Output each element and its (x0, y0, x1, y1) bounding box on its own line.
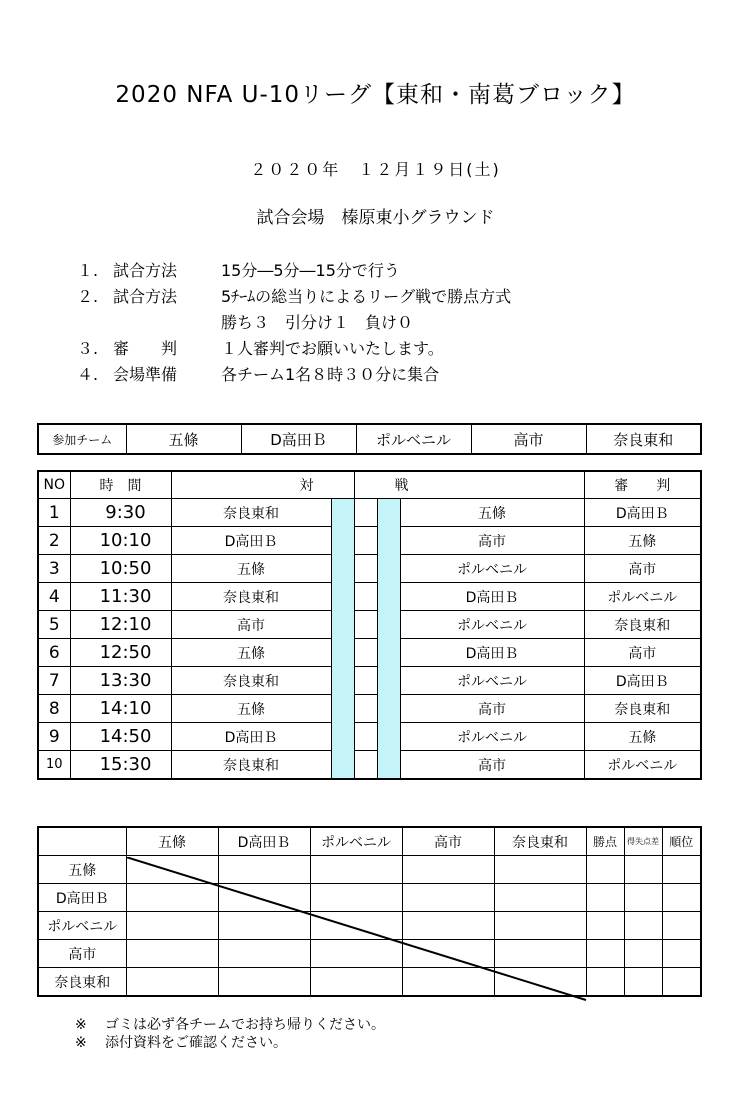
away-team: ポルベニル (400, 555, 584, 583)
rule-number (77, 310, 113, 336)
vs-bar-right (377, 499, 400, 527)
match-time: 11:30 (70, 583, 171, 611)
rule-item (77, 258, 511, 284)
schedule-row (38, 751, 701, 780)
note-text: 添付資料をご確認ください。 (105, 1035, 287, 1051)
vs-bar-left (331, 751, 354, 780)
vs-gap (354, 639, 377, 667)
row-team: D高田Ｂ (38, 884, 126, 912)
rule-number: １. (77, 261, 99, 280)
vs-bar-right (377, 751, 400, 780)
schedule-table (37, 470, 702, 780)
rule-text: １人審判でお願いいたします。 (221, 339, 444, 358)
referee-team: ポルベニル (584, 751, 701, 780)
header-vs-right: 戦 (354, 471, 584, 499)
vs-bar-right (377, 639, 400, 667)
rule-label: 審 判 (113, 339, 178, 358)
away-team: 高市 (400, 695, 584, 723)
result-cell[interactable] (662, 968, 701, 997)
home-team: 五條 (171, 639, 331, 667)
col-team: ポルベニル (310, 827, 402, 856)
schedule-row (38, 555, 701, 583)
vs-gap (354, 723, 377, 751)
team-cell: 五條 (126, 424, 241, 454)
note-item (75, 1016, 385, 1034)
row-team: ポルベニル (38, 912, 126, 940)
col-points: 勝点 (586, 827, 624, 856)
header-vs-left: 対 (171, 471, 354, 499)
away-team: 高市 (400, 527, 584, 555)
result-cell[interactable] (586, 912, 624, 940)
vs-gap (354, 499, 377, 527)
schedule-row (38, 611, 701, 639)
schedule-header-row (38, 471, 701, 499)
diagonal-stroke (126, 857, 586, 1000)
result-cell[interactable] (662, 940, 701, 968)
referee-team: D高田Ｂ (584, 667, 701, 695)
row-team: 高市 (38, 940, 126, 968)
event-venue: 試合会場 榛原東小グラウンド (256, 208, 495, 228)
vs-bar-right (377, 527, 400, 555)
teams-row (38, 424, 701, 454)
rule-label: 試合方法 (113, 287, 178, 306)
schedule-row (38, 639, 701, 667)
referee-team: 奈良東和 (584, 611, 701, 639)
notes (75, 1016, 385, 1052)
vs-bar-left (331, 555, 354, 583)
results-header-row (38, 827, 701, 856)
vs-gap (354, 667, 377, 695)
result-cell[interactable] (624, 912, 662, 940)
vs-bar-left (331, 723, 354, 751)
match-time: 10:10 (70, 527, 171, 555)
away-team: 五條 (400, 499, 584, 527)
away-team: 高市 (400, 751, 584, 780)
vs-gap (354, 555, 377, 583)
match-number: 9 (38, 723, 70, 751)
rule-number: ２. (77, 287, 99, 306)
schedule-row (38, 723, 701, 751)
col-team: 高市 (402, 827, 494, 856)
rule-label (113, 310, 221, 336)
result-cell[interactable] (662, 856, 701, 884)
vs-gap (354, 611, 377, 639)
col-team: 五條 (126, 827, 218, 856)
teams-label: 参加チーム (38, 424, 126, 454)
vs-bar-right (377, 723, 400, 751)
schedule-row (38, 695, 701, 723)
header-time: 時 間 (70, 471, 171, 499)
rule-item (77, 336, 511, 362)
vs-bar-left (331, 639, 354, 667)
home-team: D高田Ｂ (171, 527, 331, 555)
rule-label: 試合方法 (113, 261, 178, 280)
vs-gap (354, 527, 377, 555)
note-mark: ※ (75, 1017, 87, 1033)
match-time: 12:10 (70, 611, 171, 639)
team-cell: D高田Ｂ (241, 424, 356, 454)
row-team: 五條 (38, 856, 126, 884)
match-number: 7 (38, 667, 70, 695)
vs-bar-left (331, 499, 354, 527)
home-team: 奈良東和 (171, 667, 331, 695)
vs-bar-left (331, 667, 354, 695)
away-team: D高田Ｂ (400, 583, 584, 611)
vs-bar-left (331, 611, 354, 639)
result-cell[interactable] (662, 884, 701, 912)
match-number: 6 (38, 639, 70, 667)
rule-text: 5ﾁｰﾑの総当りによるリーグ戦で勝点方式 (221, 287, 512, 306)
schedule-row (38, 499, 701, 527)
away-team: ポルベニル (400, 723, 584, 751)
result-cell[interactable] (586, 968, 624, 997)
home-team: 高市 (171, 611, 331, 639)
rule-number: ４. (77, 365, 99, 384)
match-time: 10:50 (70, 555, 171, 583)
note-mark: ※ (75, 1035, 87, 1051)
match-number: 5 (38, 611, 70, 639)
home-team: 奈良東和 (171, 751, 331, 780)
rule-item (77, 284, 511, 310)
vs-bar-left (331, 695, 354, 723)
result-cell[interactable] (624, 884, 662, 912)
row-team: 奈良東和 (38, 968, 126, 997)
home-team: 奈良東和 (171, 583, 331, 611)
schedule-row (38, 667, 701, 695)
col-team: 奈良東和 (494, 827, 586, 856)
team-cell: 高市 (471, 424, 586, 454)
match-number: 3 (38, 555, 70, 583)
result-cell[interactable] (624, 940, 662, 968)
away-team: D高田Ｂ (400, 639, 584, 667)
vs-bar-right (377, 667, 400, 695)
match-time: 15:30 (70, 751, 171, 780)
results-diagonal-line (126, 857, 588, 1002)
away-team: ポルベニル (400, 611, 584, 639)
match-time: 14:50 (70, 723, 171, 751)
match-number: 10 (38, 751, 70, 780)
rule-text: 15分―5分―15分で行う (221, 261, 400, 280)
event-date: ２０２０年 １２月１９日(土) (250, 160, 501, 179)
rule-text: 各チーム1名８時３０分に集合 (221, 365, 440, 384)
col-rank: 順位 (662, 827, 701, 856)
referee-team: 高市 (584, 555, 701, 583)
result-cell[interactable] (624, 856, 662, 884)
match-time: 13:30 (70, 667, 171, 695)
rule-number: ３. (77, 339, 99, 358)
home-team: 五條 (171, 555, 331, 583)
referee-team: ポルベニル (584, 583, 701, 611)
note-text: ゴミは必ず各チームでお持ち帰りください。 (105, 1017, 385, 1033)
col-team: D高田Ｂ (218, 827, 310, 856)
match-number: 8 (38, 695, 70, 723)
match-number: 2 (38, 527, 70, 555)
vs-bar-right (377, 555, 400, 583)
result-cell[interactable] (586, 940, 624, 968)
schedule-row (38, 583, 701, 611)
result-cell[interactable] (662, 912, 701, 940)
rule-label: 会場準備 (113, 365, 178, 384)
rule-text: 勝ち３ 引分け１ 負け０ (221, 313, 414, 332)
result-cell[interactable] (586, 884, 624, 912)
match-time: 12:50 (70, 639, 171, 667)
referee-team: 高市 (584, 639, 701, 667)
team-cell: 奈良東和 (586, 424, 701, 454)
vs-bar-left (331, 527, 354, 555)
referee-team: 五條 (584, 723, 701, 751)
referee-team: D高田Ｂ (584, 499, 701, 527)
vs-bar-right (377, 611, 400, 639)
referee-team: 五條 (584, 527, 701, 555)
vs-gap (354, 751, 377, 780)
col-goal-diff: 得失点差 (624, 827, 662, 856)
page-title: 2020 NFA U-10リーグ【東和・南葛ブロック】 (115, 82, 636, 108)
result-cell[interactable] (624, 968, 662, 997)
teams-table (37, 423, 702, 455)
match-time: 14:10 (70, 695, 171, 723)
header-referee: 審 判 (584, 471, 701, 499)
referee-team: 奈良東和 (584, 695, 701, 723)
match-time: 9:30 (70, 499, 171, 527)
header-no: NO (38, 471, 70, 499)
match-number: 1 (38, 499, 70, 527)
result-cell[interactable] (586, 856, 624, 884)
corner-cell (38, 827, 126, 856)
rule-item (77, 310, 511, 336)
home-team: 奈良東和 (171, 499, 331, 527)
away-team: ポルベニル (400, 667, 584, 695)
vs-bar-right (377, 583, 400, 611)
vs-bar-left (331, 583, 354, 611)
team-cell: ポルベニル (356, 424, 471, 454)
rule-item (77, 362, 511, 388)
vs-bar-right (377, 695, 400, 723)
rules-list (77, 258, 511, 388)
match-number: 4 (38, 583, 70, 611)
vs-gap (354, 695, 377, 723)
home-team: D高田Ｂ (171, 723, 331, 751)
home-team: 五條 (171, 695, 331, 723)
vs-gap (354, 583, 377, 611)
schedule-row (38, 527, 701, 555)
note-item (75, 1034, 385, 1052)
